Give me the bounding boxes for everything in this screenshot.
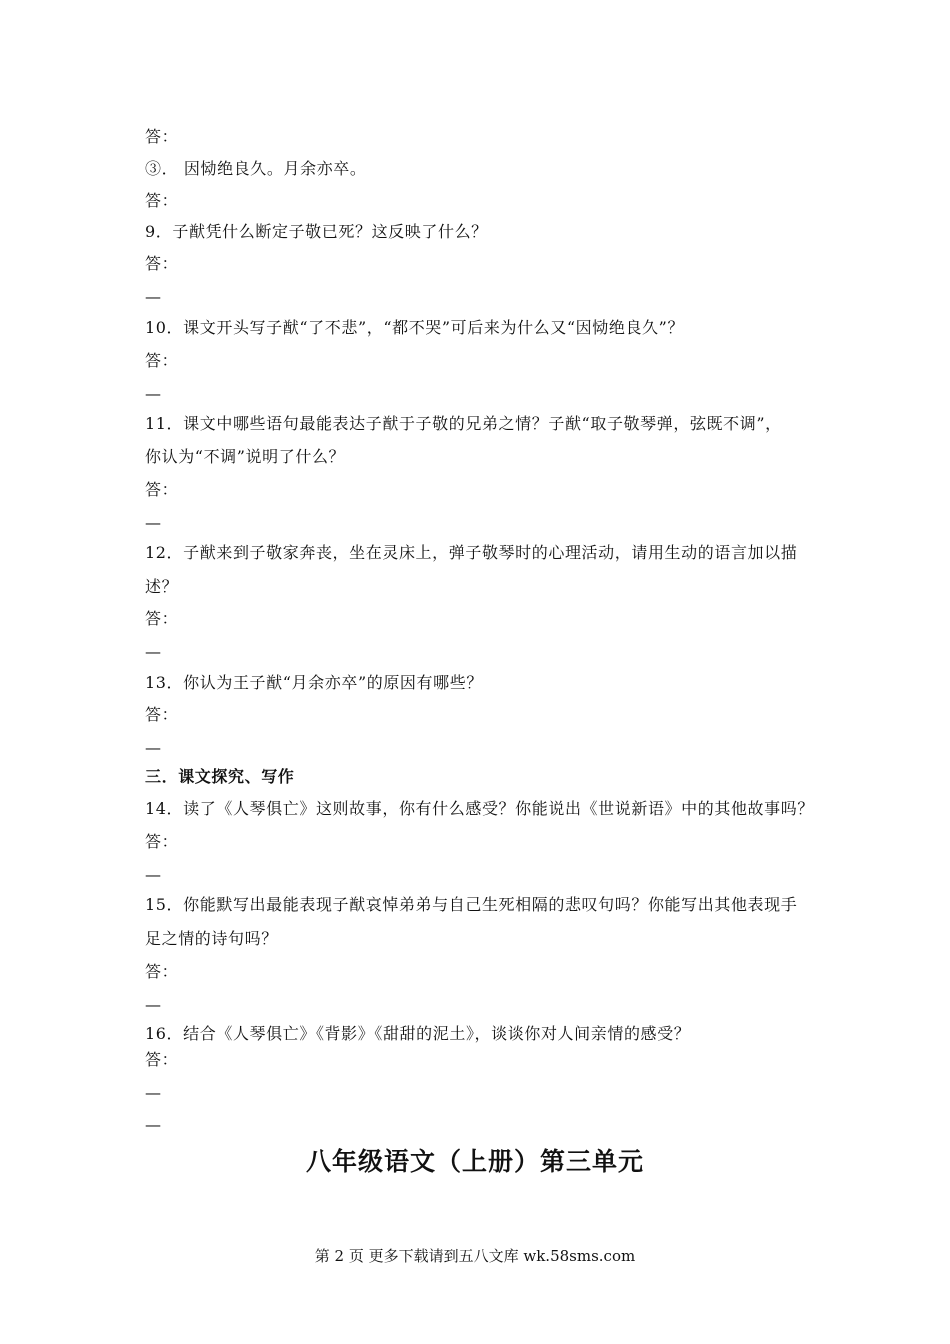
answer-label: 答： xyxy=(145,609,179,628)
page-footer: 第 2 页 更多下载请到五八文库 wk.58sms.com xyxy=(314,1247,636,1265)
answer-label: 答： xyxy=(145,191,179,210)
answer-label: 答： xyxy=(145,705,179,724)
answer-label: 答： xyxy=(145,127,179,146)
question-11-line-1: 11．课文中哪些语句最能表达子猷于子敬的兄弟之情？子猷“取子敬琴弹，弦既不调”， xyxy=(145,414,782,433)
question-15-line-1: 15．你能默写出最能表现子猷哀悼弟弟与自己生死相隔的悲叹句吗？你能写出其他表现手 xyxy=(145,895,798,914)
question-15-line-2: 足之情的诗句吗？ xyxy=(145,929,278,948)
section-heading: 三．课文探究、写作 xyxy=(145,767,295,786)
answer-label: 答： xyxy=(145,1050,179,1069)
question-13: 13．你认为王子猷“月余亦卒”的原因有哪些？ xyxy=(145,673,483,692)
answer-dash: — xyxy=(145,865,162,884)
answer-dash: — xyxy=(145,384,162,403)
answer-dash: — xyxy=(145,1083,162,1102)
answer-dash: — xyxy=(145,642,162,661)
quote-item-3: ③． 因恸绝良久。月余亦卒。 xyxy=(145,159,367,178)
answer-dash: — xyxy=(145,513,162,532)
answer-label: 答： xyxy=(145,254,179,273)
answer-dash: — xyxy=(145,995,162,1014)
question-16: 16．结合《人琴俱亡》《背影》《甜甜的泥土》，谈谈你对人间亲情的感受？ xyxy=(145,1024,691,1043)
answer-label: 答： xyxy=(145,962,179,981)
answer-dash: — xyxy=(145,738,162,757)
answer-dash: — xyxy=(145,1115,162,1134)
answer-label: 答： xyxy=(145,832,179,851)
answer-label: 答： xyxy=(145,480,179,499)
question-9: 9．子猷凭什么断定子敬已死？这反映了什么？ xyxy=(145,222,488,241)
answer-label: 答： xyxy=(145,351,179,370)
answer-dash: — xyxy=(145,287,162,306)
question-12-line-2: 述？ xyxy=(145,577,179,596)
question-11-line-2: 你认为“不调”说明了什么？ xyxy=(145,447,346,466)
question-14: 14．读了《人琴俱亡》这则故事，你有什么感受？你能说出《世说新语》中的其他故事吗？ xyxy=(145,799,814,818)
question-12-line-1: 12．子猷来到子敬家奔丧，坐在灵床上，弹子敬琴时的心理活动，请用生动的语言加以描 xyxy=(145,543,798,562)
unit-title: 八年级语文（上册）第三单元 xyxy=(305,1147,644,1176)
question-10: 10．课文开头写子猷“了不悲”，“都不哭”可后来为什么又“因恸绝良久”？ xyxy=(145,318,685,337)
